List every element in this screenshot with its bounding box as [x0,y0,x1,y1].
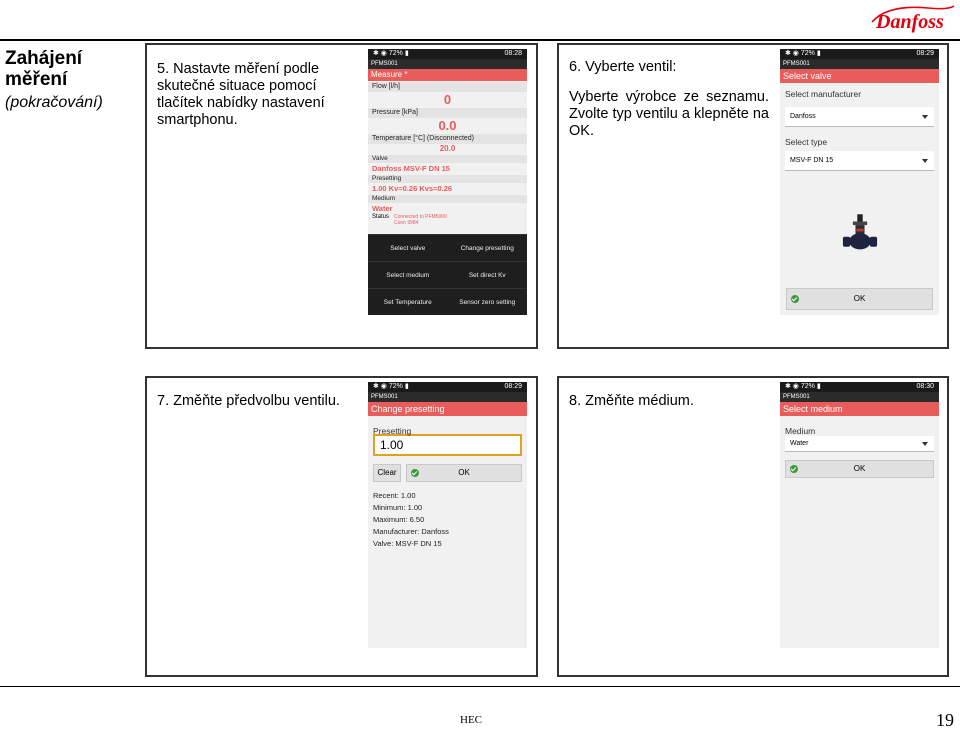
status-icons: ✱ ◉ 72% ▮ [373,383,409,390]
phone-medium-screen [780,382,939,648]
flow-label: Flow [l/h] [368,82,527,92]
screen-title: Select medium [780,402,939,416]
type-value: MSV-F DN 15 [790,157,834,164]
info-valve: Valve: MSV-F DN 15 [373,539,442,548]
page-number: 19 [936,710,954,730]
info-manufacturer: Manufacturer: Danfoss [373,527,449,536]
phone-presetting-screen [368,382,527,648]
status-bar [368,49,527,59]
status-icons: ✱ ◉ 72% ▮ [373,50,409,57]
ok-button[interactable] [785,460,934,478]
pressure-value: 0.0 [438,118,457,133]
status-time: 08:29 [916,50,934,57]
footer-label: HEC [460,714,482,726]
info-maximum: Maximum: 6.50 [373,515,425,524]
step-5-text: 5. Nastavte měření podle skutečné situace pomocí tlačítek nabídky nastavení smartphonu. [157,61,325,128]
step-6-title: 6. Vyberte ventil: [569,59,677,75]
footer-rule [0,686,960,687]
presetting-label: Presetting [368,175,527,183]
medium-label: Medium [785,426,816,436]
check-icon [411,469,419,477]
ok-label: OK [853,294,866,303]
status-time: 08:28 [504,50,522,57]
phone-measure-screen [368,49,527,315]
ok-label: OK [853,464,866,473]
app-name: PFMS001 [368,59,527,69]
step-8-text: 8. Změňte médium. [569,393,694,409]
status-icons: ✱ ◉ 72% ▮ [785,383,821,390]
menu-select-valve[interactable]: Select valve [368,234,448,261]
phone-valve-screen [780,49,939,315]
menu-select-medium[interactable]: Select medium [368,261,448,288]
temperature-value: 20.0 [439,144,456,153]
temperature-label: Temperature [°C] (Disconnected) [368,134,527,144]
medium-label: Medium [368,195,527,203]
svg-text:Danfoss: Danfoss [876,11,944,33]
info-minimum: Minimum: 1.00 [373,503,423,512]
valve-image [842,211,878,259]
type-label: Select type [785,137,828,147]
app-name: PFMS001 [780,392,939,402]
status-time: 08:29 [504,383,522,390]
status-icons: ✱ ◉ 72% ▮ [785,50,821,57]
page-title: Zahájení měření [5,48,83,90]
ok-label: OK [458,468,470,477]
menu-set-temperature[interactable]: Set Temperature [368,288,448,315]
status-time: 08:30 [916,383,934,390]
medium-value: Water [790,440,809,447]
valve-value: Danfoss MSV-F DN 15 [372,164,450,173]
options-menu [368,234,527,315]
manufacturer-label: Select manufacturer [785,89,862,99]
menu-sensor-zero-setting[interactable]: Sensor zero setting [448,288,528,315]
valve-label: Valve [368,155,527,163]
clear-label: Clear [377,468,397,477]
presetting-input-value: 1.00 [380,438,404,452]
info-recent: Recent: 1.00 [373,491,416,500]
app-name: PFMS001 [780,59,939,69]
menu-change-presetting[interactable]: Change presetting [448,234,528,261]
step-7-text: 7. Změňte předvolbu ventilu. [157,393,340,409]
presetting-input[interactable] [373,434,522,456]
status-label: Status [372,214,390,220]
presetting-value: 1.00 Kv=0.26 Kvs=0.26 [372,184,453,193]
ok-button[interactable] [406,464,522,482]
check-icon [791,295,799,303]
status-bar [780,382,939,392]
ok-button[interactable] [786,288,933,310]
manufacturer-value: Danfoss [790,113,816,120]
page-subtitle: (pokračování) [5,94,103,111]
medium-value: Water [372,204,393,213]
flow-value: 0 [443,92,452,107]
header-rule [0,39,960,41]
section-heading [5,48,140,113]
screen-title: Select valve [780,69,939,83]
check-icon [790,465,798,473]
medium-select[interactable] [785,436,934,452]
screen-title: Measure * [368,69,527,81]
status-bar [780,49,939,59]
presetting-field-label: Presetting [373,426,412,436]
status-bar [368,382,527,392]
app-name: PFMS001 [368,392,527,402]
presetting-info [368,482,527,550]
menu-set-direct-kv[interactable]: Set direct Kv [448,261,528,288]
type-select[interactable] [785,151,934,171]
status-value: Connected to PFM5000 Conn 9984 [394,214,447,226]
manufacturer-select[interactable] [785,107,934,127]
clear-button[interactable] [373,464,401,482]
step-6-body: Vyberte výrobce ze seznamu. Zvolte typ ventilu a klepněte na OK. [569,89,769,139]
pressure-label: Pressure [kPa] [368,108,527,118]
dropdown-arrow-icon [922,442,928,446]
dropdown-arrow-icon [922,115,928,119]
dropdown-arrow-icon [922,159,928,163]
screen-title: Change presetting [368,402,527,416]
danfoss-logo [868,2,958,36]
